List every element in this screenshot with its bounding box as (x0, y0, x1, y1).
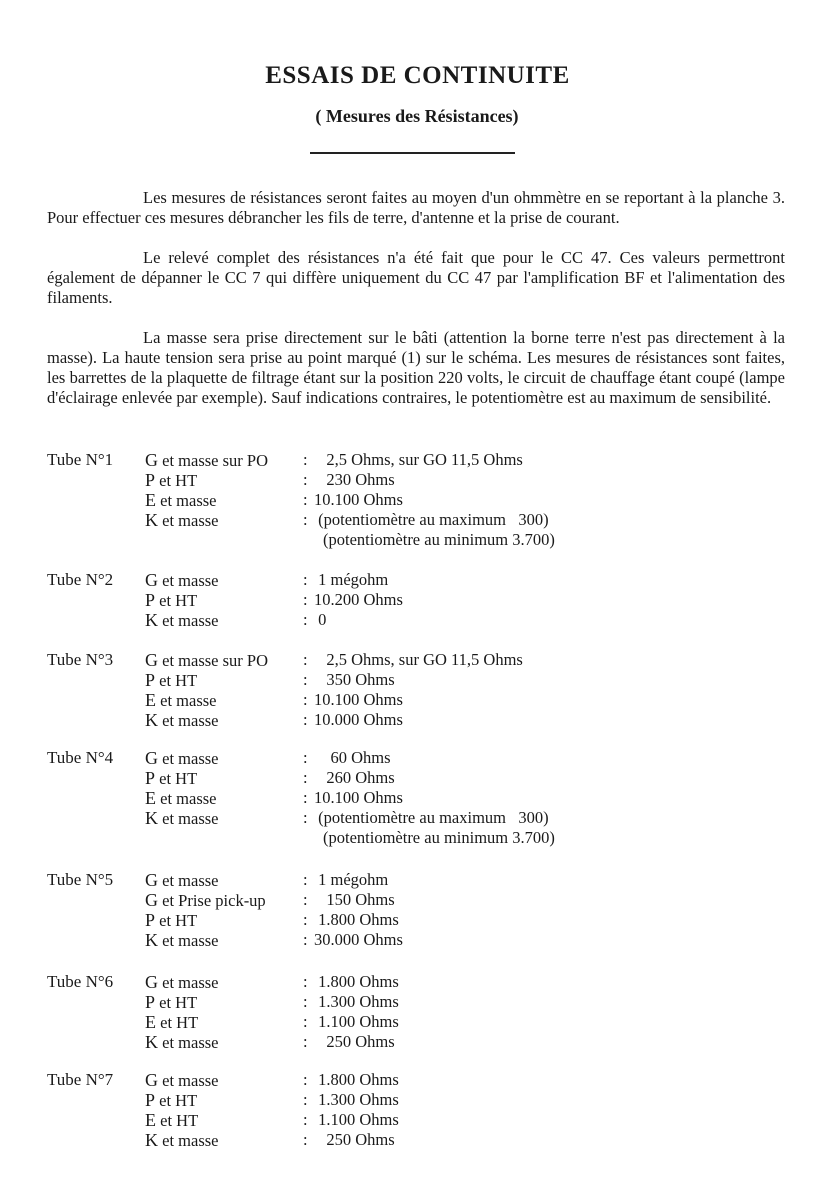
electrode-letter: K (145, 808, 158, 828)
measurement-row (47, 992, 667, 1012)
resistance-value: 1 mégohm (314, 870, 389, 889)
measurement-row (47, 610, 667, 630)
terminal-pair (145, 1090, 197, 1111)
electrode-letter: E (145, 490, 156, 510)
terminal-pair (145, 808, 218, 829)
tube-group (47, 870, 667, 950)
resistance-value: 2,5 Ohms, sur GO 11,5 Ohms (314, 650, 523, 669)
electrode-letter: K (145, 1130, 158, 1150)
terminal-description: et masse (162, 611, 219, 630)
measurement-row (47, 930, 667, 950)
electrode-letter: K (145, 610, 158, 630)
title-divider (310, 152, 515, 154)
terminal-description: et masse (160, 491, 217, 510)
resistance-value: 10.100 Ohms (314, 690, 403, 709)
separator: : (303, 768, 308, 787)
measurement-row (47, 450, 667, 470)
terminal-description: et HT (160, 1013, 199, 1032)
separator: : (303, 870, 308, 889)
tube-label: Tube N°6 (47, 972, 114, 991)
measurement-row (47, 748, 667, 768)
resistance-value: 30.000 Ohms (314, 930, 403, 949)
terminal-pair (145, 910, 197, 931)
measurement-row (47, 490, 667, 510)
resistance-value: 1.800 Ohms (314, 910, 399, 929)
terminal-pair (145, 610, 218, 631)
separator: : (303, 890, 308, 909)
terminal-pair (145, 870, 218, 891)
separator: : (303, 910, 308, 929)
measurement-row (47, 470, 667, 490)
separator: : (303, 992, 308, 1011)
measurement-row (47, 910, 667, 930)
tube-group (47, 450, 667, 550)
electrode-letter: P (145, 992, 156, 1012)
separator: : (303, 690, 308, 709)
measurement-row (47, 768, 667, 788)
electrode-letter: G (145, 972, 158, 992)
separator: : (303, 490, 308, 509)
resistance-value: 60 Ohms (314, 748, 391, 767)
terminal-description: et masse (162, 931, 219, 950)
electrode-letter: G (145, 570, 158, 590)
page-title: ESSAIS DE CONTINUITE (265, 62, 570, 89)
terminal-description: et HT (160, 1111, 199, 1130)
terminal-description: et masse (162, 1131, 219, 1150)
terminal-pair (145, 768, 197, 789)
terminal-pair (145, 490, 216, 511)
measurement-row (47, 788, 667, 808)
electrode-letter: G (145, 890, 158, 910)
terminal-description: et HT (159, 471, 198, 490)
separator: : (303, 610, 308, 629)
measurement-row (47, 1090, 667, 1110)
terminal-pair (145, 470, 197, 491)
terminal-description: et masse sur PO (162, 651, 268, 670)
terminal-pair (145, 1130, 218, 1151)
tube-group (47, 972, 667, 1052)
cc47-paragraph: Le relevé complet des résistances n'a été fait que pour le CC 47. Ces valeurs permettront également de dépanner le CC 7 qui diffère uniquement du CC 47 par l'amplification BF et l'alimentation des filaments. (47, 248, 785, 307)
terminal-pair (145, 670, 197, 691)
terminal-pair (145, 1012, 198, 1033)
measurement-row (47, 530, 667, 550)
separator: : (303, 808, 308, 827)
separator: : (303, 470, 308, 489)
separator: : (303, 930, 308, 949)
electrode-letter: E (145, 1110, 156, 1130)
resistance-value: 1.300 Ohms (314, 1090, 399, 1109)
terminal-description: et HT (159, 911, 198, 930)
measurement-row (47, 972, 667, 992)
measurement-row (47, 870, 667, 890)
electrode-letter: G (145, 450, 158, 470)
measurement-row (47, 808, 667, 828)
terminal-description: et masse (162, 511, 219, 530)
separator: : (303, 1012, 308, 1031)
terminal-description: et masse (162, 711, 219, 730)
terminal-description: et HT (159, 993, 198, 1012)
terminal-description: et masse (162, 1071, 219, 1090)
electrode-letter: G (145, 870, 158, 890)
terminal-pair (145, 748, 218, 769)
resistance-value: 350 Ohms (314, 670, 395, 689)
electrode-letter: K (145, 510, 158, 530)
terminal-pair (145, 450, 268, 471)
electrode-letter: P (145, 768, 156, 788)
resistance-value: 230 Ohms (314, 470, 395, 489)
resistance-value: 0 (314, 610, 327, 629)
electrode-letter: P (145, 590, 156, 610)
separator: : (303, 650, 308, 669)
resistance-value: 1.100 Ohms (314, 1110, 399, 1129)
resistance-value: 10.200 Ohms (314, 590, 403, 609)
tube-label: Tube N°7 (47, 1070, 114, 1089)
separator: : (303, 1130, 308, 1149)
terminal-pair (145, 650, 268, 671)
separator: : (303, 590, 308, 609)
terminal-description: et masse (162, 809, 219, 828)
measurement-row (47, 1032, 667, 1052)
resistance-value: 150 Ohms (314, 890, 395, 909)
resistance-value: (potentiomètre au minimum 3.700) (323, 530, 555, 549)
terminal-description: et masse (162, 871, 219, 890)
terminal-description: et HT (159, 671, 198, 690)
electrode-letter: G (145, 748, 158, 768)
electrode-letter: E (145, 788, 156, 808)
terminal-description: et masse (162, 973, 219, 992)
measurement-row (47, 690, 667, 710)
terminal-description: et Prise pick-up (162, 891, 266, 910)
terminal-description: et masse (162, 571, 219, 590)
terminal-description: et masse (162, 1033, 219, 1052)
terminal-description: et masse (162, 749, 219, 768)
measurement-row (47, 1012, 667, 1032)
resistance-value: 2,5 Ohms, sur GO 11,5 Ohms (314, 450, 523, 469)
resistance-value: 1.100 Ohms (314, 1012, 399, 1031)
terminal-pair (145, 992, 197, 1013)
electrode-letter: E (145, 1012, 156, 1032)
resistance-value: 10.100 Ohms (314, 788, 403, 807)
resistance-value: 1.300 Ohms (314, 992, 399, 1011)
resistance-value: 250 Ohms (314, 1130, 395, 1149)
separator: : (303, 748, 308, 767)
separator: : (303, 570, 308, 589)
electrode-letter: K (145, 710, 158, 730)
separator: : (303, 1032, 308, 1051)
resistance-value: 1 mégohm (314, 570, 389, 589)
electrode-letter: P (145, 470, 156, 490)
electrode-letter: P (145, 670, 156, 690)
tube-label: Tube N°5 (47, 870, 114, 889)
electrode-letter: K (145, 930, 158, 950)
tube-label: Tube N°4 (47, 748, 114, 767)
separator: : (303, 450, 308, 469)
measurement-row (47, 570, 667, 590)
terminal-description: et HT (159, 1091, 198, 1110)
terminal-pair (145, 788, 216, 809)
electrode-letter: G (145, 1070, 158, 1090)
tube-group (47, 748, 667, 848)
electrode-letter: E (145, 690, 156, 710)
terminal-pair (145, 890, 266, 911)
tube-label: Tube N°1 (47, 450, 114, 469)
tube-group (47, 1070, 667, 1150)
separator: : (303, 788, 308, 807)
separator: : (303, 510, 308, 529)
terminal-description: et masse sur PO (162, 451, 268, 470)
separator: : (303, 710, 308, 729)
measurement-row (47, 1070, 667, 1090)
separator: : (303, 670, 308, 689)
terminal-pair (145, 930, 218, 951)
measurement-row (47, 1110, 667, 1130)
intro-paragraph: Les mesures de résistances seront faites au moyen d'un ohmmètre en se reportant à la planche 3. Pour effectuer ces mesures débrancher les fils de terre, d'antenne et la prise de courant. (47, 188, 785, 227)
terminal-description: et masse (160, 789, 217, 808)
measurement-row (47, 890, 667, 910)
terminal-pair (145, 570, 218, 591)
terminal-pair (145, 1070, 218, 1091)
page-subtitle: ( Mesures des Résistances) (315, 106, 519, 126)
terminal-pair (145, 1032, 218, 1053)
measurement-row (47, 1130, 667, 1150)
measurement-row (47, 670, 667, 690)
measurement-row (47, 650, 667, 670)
measurement-row (47, 828, 667, 848)
terminal-pair (145, 972, 218, 993)
electrode-letter: P (145, 1090, 156, 1110)
electrode-letter: P (145, 910, 156, 930)
terminal-pair (145, 1110, 198, 1131)
resistance-value: 250 Ohms (314, 1032, 395, 1051)
resistance-value: 10.000 Ohms (314, 710, 403, 729)
tube-label: Tube N°3 (47, 650, 114, 669)
resistance-value: 1.800 Ohms (314, 1070, 399, 1089)
resistance-value: (potentiomètre au maximum 300) (314, 808, 549, 827)
measurement-row (47, 590, 667, 610)
resistance-value: (potentiomètre au minimum 3.700) (323, 828, 555, 847)
resistance-value: (potentiomètre au maximum 300) (314, 510, 549, 529)
measurement-row (47, 710, 667, 730)
conditions-paragraph: La masse sera prise directement sur le bâti (attention la borne terre n'est pas directement à la masse). La haute tension sera prise au point marqué (1) sur le schéma. Les mesures de résistances sont faites, les barrettes de la plaquette de filtrage étant sur la position 220 volts, le circuit de chauffage étant coupé (lampe d'éclairage enlevée par exemple). Sauf indications contraires, le potentiomètre est au maximum de sensibilité. (47, 328, 785, 407)
resistance-value: 260 Ohms (314, 768, 395, 787)
separator: : (303, 1070, 308, 1089)
terminal-pair (145, 690, 216, 711)
resistance-value: 10.100 Ohms (314, 490, 403, 509)
terminal-pair (145, 590, 197, 611)
separator: : (303, 1110, 308, 1129)
electrode-letter: G (145, 650, 158, 670)
separator: : (303, 972, 308, 991)
terminal-description: et masse (160, 691, 217, 710)
tube-label: Tube N°2 (47, 570, 114, 589)
tube-group (47, 570, 667, 630)
resistance-value: 1.800 Ohms (314, 972, 399, 991)
tube-group (47, 650, 667, 730)
terminal-pair (145, 510, 218, 531)
electrode-letter: K (145, 1032, 158, 1052)
measurement-row (47, 510, 667, 530)
terminal-pair (145, 710, 218, 731)
terminal-description: et HT (159, 591, 198, 610)
terminal-description: et HT (159, 769, 198, 788)
separator: : (303, 1090, 308, 1109)
